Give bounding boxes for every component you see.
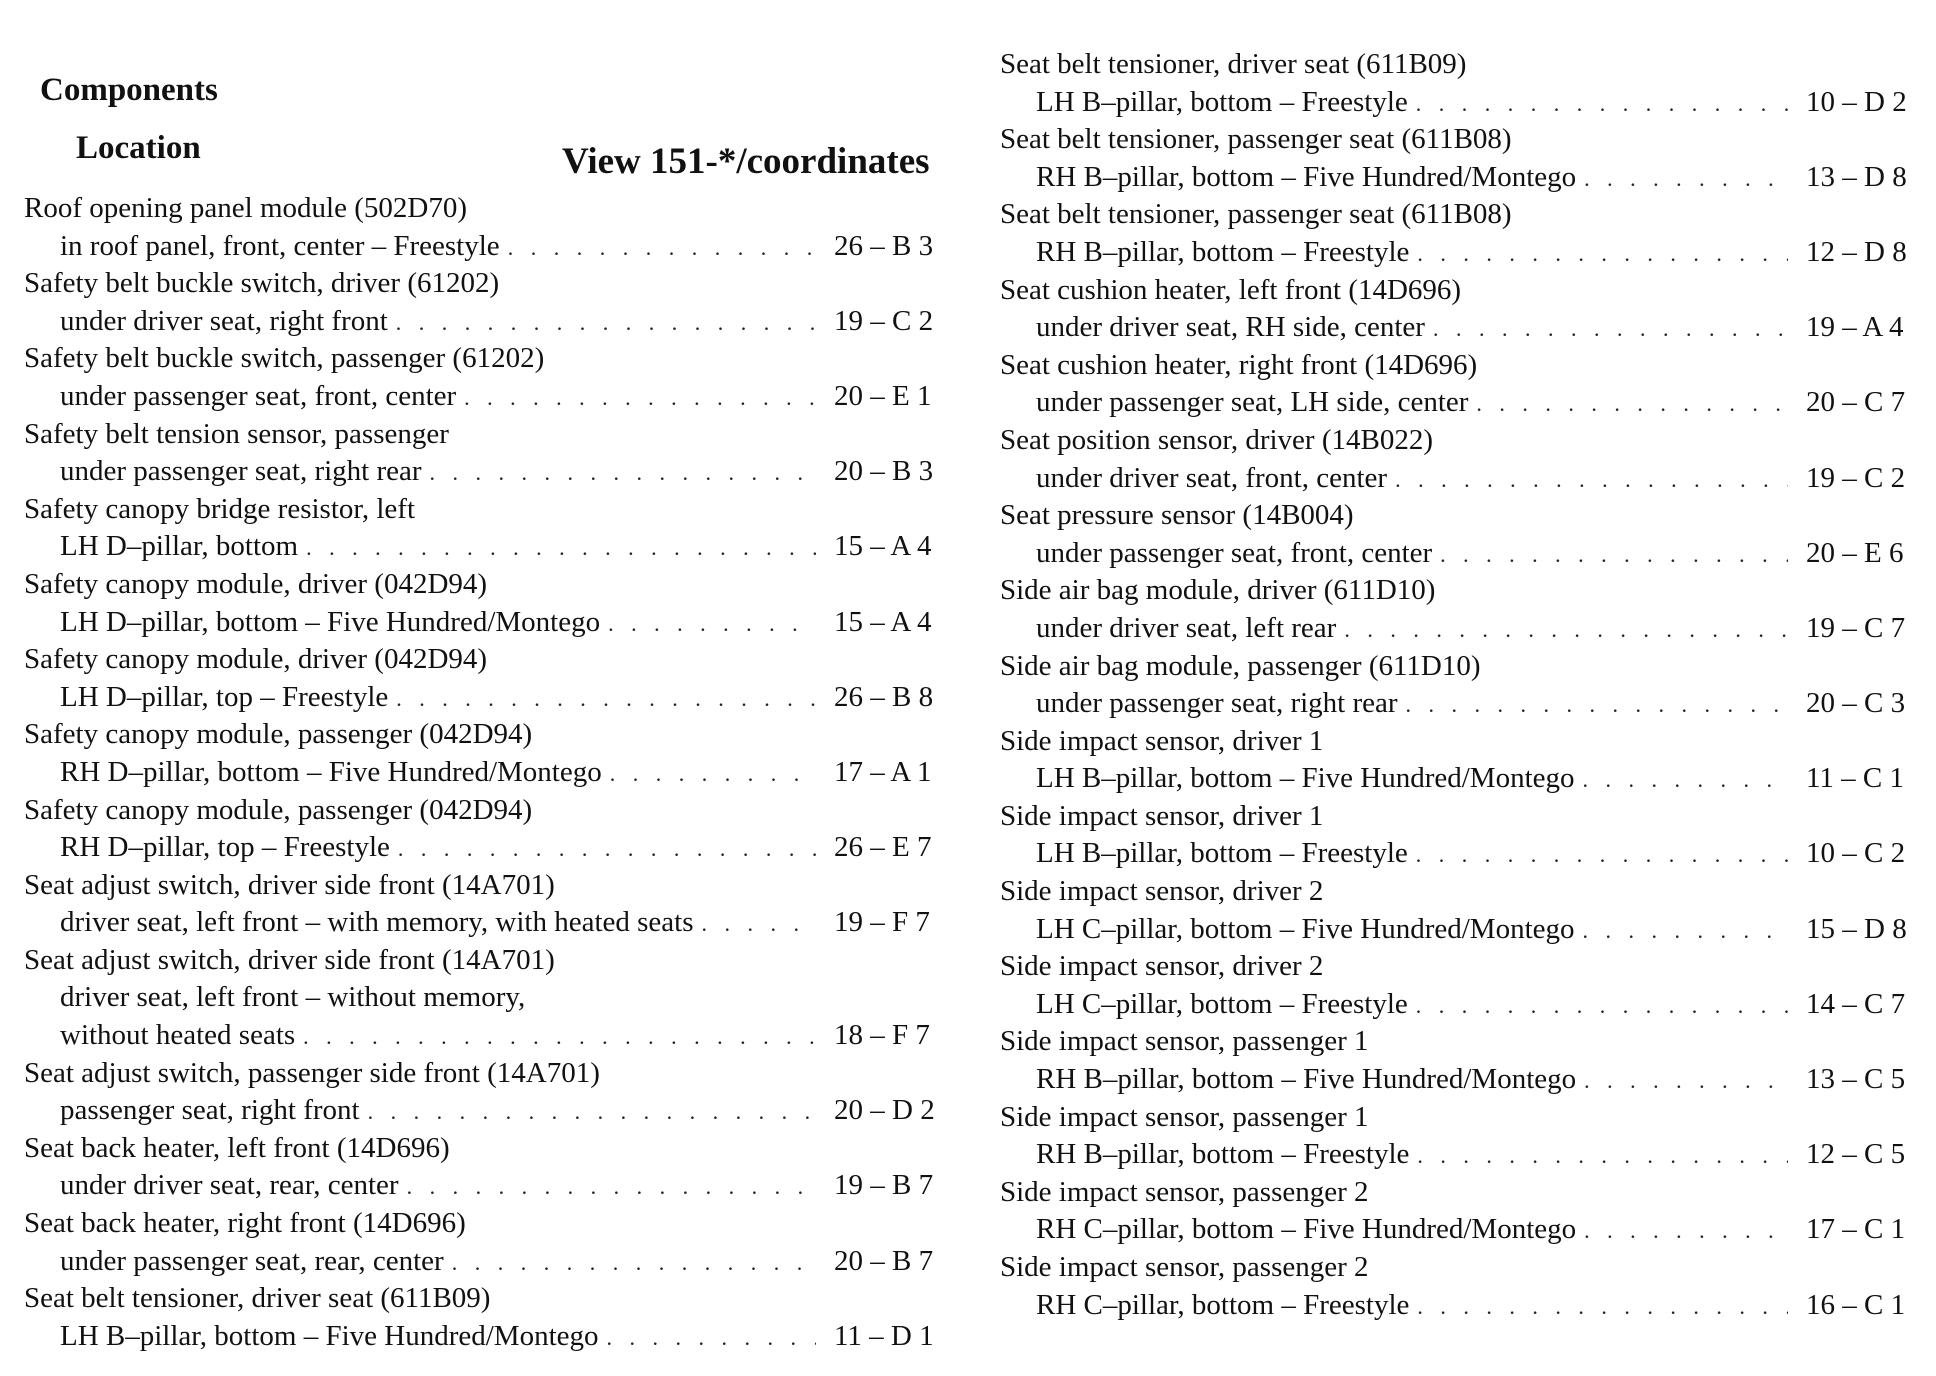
component-detail-row xyxy=(1000,685,1916,723)
component-name: Seat belt tensioner, driver seat (611B09) xyxy=(24,1282,491,1315)
component-detail-row xyxy=(1000,1211,1916,1249)
component-name: Seat adjust switch, passenger side front (14A701) xyxy=(24,1056,600,1089)
view-coordinate: 16 – C 1 xyxy=(1806,1288,1906,1321)
view-coordinate: 19 – C 2 xyxy=(1806,461,1906,494)
component-location: LH C–pillar, bottom – Five Hundred/Montego xyxy=(1036,912,1575,945)
component-name: Side impact sensor, passenger 1 xyxy=(1000,1025,1369,1058)
view-coordinate: 14 – C 7 xyxy=(1806,987,1906,1020)
dot-leader xyxy=(1395,461,1788,499)
component-entry xyxy=(1000,1174,1916,1249)
component-name: Safety belt tension sensor, passenger xyxy=(24,417,449,450)
component-entry xyxy=(1000,723,1916,798)
location-heading: Location xyxy=(76,130,201,166)
component-name: Side air bag module, passenger (611D10) xyxy=(1000,649,1481,682)
dot-leader xyxy=(430,454,816,492)
view-coordinate: 20 – B 7 xyxy=(834,1244,934,1277)
component-entry xyxy=(24,265,944,340)
component-name: Safety canopy module, driver (042D94) xyxy=(24,643,488,676)
component-entry xyxy=(1000,347,1916,422)
component-name: Seat pressure sensor (14B004) xyxy=(1000,499,1354,532)
component-location: without heated seats xyxy=(60,1019,296,1052)
component-location: RH D–pillar, top – Freestyle xyxy=(60,831,390,864)
component-location: RH B–pillar, bottom – Five Hundred/Montego xyxy=(1036,160,1577,193)
view-coordinate: 10 – D 2 xyxy=(1806,85,1907,118)
component-name: Safety canopy bridge resistor, left xyxy=(24,492,416,525)
dot-leader xyxy=(396,680,816,718)
components-heading: Components xyxy=(40,72,218,108)
component-name: Seat back heater, left front (14D696) xyxy=(24,1131,450,1164)
component-entry xyxy=(1000,196,1916,271)
component-location: in roof panel, front, center – Freestyle xyxy=(60,229,500,262)
view-coordinate: 10 – C 2 xyxy=(1806,837,1906,870)
component-entry xyxy=(1000,121,1916,196)
component-detail-row xyxy=(24,604,944,642)
view-coordinate: 20 – E 1 xyxy=(834,379,932,412)
component-entry xyxy=(1000,1023,1916,1098)
component-name: Seat belt tensioner, passenger seat (611B08) xyxy=(1000,198,1512,231)
component-name: Safety canopy module, driver (042D94) xyxy=(24,567,488,600)
component-detail-row xyxy=(1000,760,1916,798)
component-entry xyxy=(24,491,944,566)
component-name: Seat adjust switch, driver side front (14A701) xyxy=(24,868,555,901)
view-coordinate: 11 – D 1 xyxy=(834,1319,934,1352)
dot-leader xyxy=(452,1244,816,1282)
component-entry xyxy=(1000,873,1916,948)
dot-leader xyxy=(398,830,816,868)
component-detail-row xyxy=(1000,460,1916,498)
component-entry xyxy=(1000,1099,1916,1174)
dot-leader xyxy=(608,605,816,643)
component-entry xyxy=(24,641,944,716)
view-coordinate: 13 – C 5 xyxy=(1806,1063,1906,1096)
right-column xyxy=(1000,46,1916,1324)
view-coordinate: 19 – B 7 xyxy=(834,1169,934,1202)
component-name: Side air bag module, driver (611D10) xyxy=(1000,574,1436,607)
component-location: RH B–pillar, bottom – Freestyle xyxy=(1036,1138,1410,1171)
component-location: LH B–pillar, bottom – Freestyle xyxy=(1036,85,1408,118)
component-entry xyxy=(24,792,944,867)
component-name: Side impact sensor, passenger 1 xyxy=(1000,1100,1369,1133)
view-coordinates-heading: View 151-*/coordinates xyxy=(562,141,930,182)
component-location: LH D–pillar, bottom xyxy=(60,530,299,563)
component-detail-row xyxy=(1000,1136,1916,1174)
view-coordinate: 19 – A 4 xyxy=(1806,311,1904,344)
component-location: under driver seat, left rear xyxy=(1036,611,1337,644)
dot-leader xyxy=(1416,85,1788,123)
component-detail-row xyxy=(24,303,944,341)
dot-leader xyxy=(407,1168,816,1206)
component-location: RH B–pillar, bottom – Freestyle xyxy=(1036,235,1410,268)
dot-leader xyxy=(303,1018,816,1056)
component-name: Safety canopy module, passenger (042D94) xyxy=(24,793,533,826)
view-coordinate: 20 – D 2 xyxy=(834,1094,935,1127)
component-entry xyxy=(1000,497,1916,572)
component-detail-row xyxy=(24,1017,944,1055)
component-detail-row xyxy=(1000,309,1916,347)
component-entry xyxy=(1000,422,1916,497)
dot-leader xyxy=(1406,686,1788,724)
component-name: Side impact sensor, driver 2 xyxy=(1000,875,1324,908)
view-coordinate: 20 – C 3 xyxy=(1806,687,1906,720)
component-location: under passenger seat, front, center xyxy=(1036,536,1433,569)
view-coordinate: 15 – D 8 xyxy=(1806,912,1907,945)
component-name: Safety belt buckle switch, driver (61202) xyxy=(24,267,500,300)
view-coordinate: 20 – C 7 xyxy=(1806,386,1906,419)
component-location: LH C–pillar, bottom – Freestyle xyxy=(1036,987,1408,1020)
component-detail-row xyxy=(24,829,944,867)
component-detail-row xyxy=(24,1318,944,1356)
component-detail-row xyxy=(24,453,944,491)
component-entry xyxy=(24,190,944,265)
component-detail-row xyxy=(24,228,944,266)
view-coordinate: 20 – E 6 xyxy=(1806,536,1904,569)
view-coordinate: 17 – C 1 xyxy=(1806,1213,1906,1246)
component-location: under driver seat, RH side, center xyxy=(1036,311,1425,344)
view-coordinate: 17 – A 1 xyxy=(834,755,932,788)
component-location: RH B–pillar, bottom – Five Hundred/Montego xyxy=(1036,1063,1577,1096)
component-detail-row xyxy=(1000,84,1916,122)
component-name: Safety canopy module, passenger (042D94) xyxy=(24,718,533,751)
component-detail-row xyxy=(24,528,944,566)
view-coordinate: 19 – C 2 xyxy=(834,304,934,337)
dot-leader xyxy=(1476,385,1788,423)
component-detail-row xyxy=(24,1092,944,1130)
component-name: Seat belt tensioner, passenger seat (611B08) xyxy=(1000,123,1512,156)
component-entry xyxy=(24,340,944,415)
dot-leader xyxy=(368,1093,816,1131)
view-coordinate: 26 – B 8 xyxy=(834,680,934,713)
component-name: Safety belt buckle switch, passenger (61202) xyxy=(24,342,545,375)
component-detail-row xyxy=(1000,835,1916,873)
component-entry xyxy=(1000,46,1916,121)
dot-leader xyxy=(1583,912,1788,950)
dot-leader xyxy=(610,755,816,793)
component-entry xyxy=(24,566,944,641)
view-coordinate: 26 – E 7 xyxy=(834,831,932,864)
component-location: under passenger seat, right rear xyxy=(1036,687,1398,720)
view-coordinate: 13 – D 8 xyxy=(1806,160,1907,193)
component-detail-row xyxy=(24,1167,944,1205)
component-location: under passenger seat, right rear xyxy=(60,455,422,488)
component-name: Side impact sensor, passenger 2 xyxy=(1000,1251,1369,1283)
component-name: Seat position sensor, driver (14B022) xyxy=(1000,423,1433,456)
view-coordinate: 18 – F 7 xyxy=(834,1019,930,1052)
component-location-line: driver seat, left front – without memory, xyxy=(60,981,526,1014)
component-name: Seat cushion heater, right front (14D696) xyxy=(1000,348,1478,381)
component-name: Side impact sensor, passenger 2 xyxy=(1000,1175,1369,1208)
dot-leader xyxy=(1417,235,1788,273)
component-name: Seat back heater, right front (14D696) xyxy=(24,1207,466,1240)
view-coordinate: 19 – F 7 xyxy=(834,906,930,939)
component-location: driver seat, left front – with memory, with heated seats xyxy=(60,906,694,939)
dot-leader xyxy=(1416,836,1788,874)
component-detail-row xyxy=(24,904,944,942)
component-name: Side impact sensor, driver 1 xyxy=(1000,799,1324,832)
component-location: LH B–pillar, bottom – Five Hundred/Montego xyxy=(60,1319,599,1352)
dot-leader xyxy=(1584,1062,1788,1100)
component-location: RH D–pillar, bottom – Five Hundred/Montego xyxy=(60,755,602,788)
component-entry xyxy=(24,942,944,1055)
component-detail-row xyxy=(1000,1061,1916,1099)
component-detail-row xyxy=(1000,384,1916,422)
component-location: LH D–pillar, top – Freestyle xyxy=(60,680,389,713)
component-entry xyxy=(24,1205,944,1280)
dot-leader xyxy=(1440,536,1788,574)
dot-leader xyxy=(396,304,816,342)
dot-leader xyxy=(1583,761,1788,799)
dot-leader xyxy=(1584,1212,1788,1250)
component-entry xyxy=(1000,572,1916,647)
dot-leader xyxy=(1433,310,1788,348)
component-detail-row xyxy=(1000,535,1916,573)
component-location: LH B–pillar, bottom – Freestyle xyxy=(1036,837,1408,870)
view-coordinate: 12 – C 5 xyxy=(1806,1138,1906,1171)
component-detail-row xyxy=(1000,911,1916,949)
component-detail-row xyxy=(1000,234,1916,272)
component-name: Side impact sensor, driver 1 xyxy=(1000,724,1324,757)
view-coordinate: 11 – C 1 xyxy=(1806,762,1905,795)
component-name: Seat adjust switch, driver side front (14A701) xyxy=(24,943,555,976)
component-name: Roof opening panel module (502D70) xyxy=(24,192,467,224)
dot-leader xyxy=(1416,987,1788,1025)
component-detail-row xyxy=(24,1243,944,1281)
component-entry xyxy=(24,1055,944,1130)
dot-leader xyxy=(508,229,816,267)
view-coordinate: 26 – B 3 xyxy=(834,229,934,262)
component-detail-row xyxy=(24,378,944,416)
view-coordinate: 12 – D 8 xyxy=(1806,235,1907,268)
dot-leader xyxy=(702,905,816,943)
component-detail-row xyxy=(1000,986,1916,1024)
component-detail-row xyxy=(1000,159,1916,197)
component-name: Side impact sensor, driver 2 xyxy=(1000,950,1324,983)
dot-leader xyxy=(1344,611,1788,649)
dot-leader xyxy=(1584,160,1788,198)
component-location: passenger seat, right front xyxy=(60,1094,360,1127)
dot-leader xyxy=(1417,1137,1788,1175)
component-detail-row xyxy=(1000,1287,1916,1325)
dot-leader xyxy=(1417,1288,1788,1326)
component-location: LH D–pillar, bottom – Five Hundred/Montego xyxy=(60,605,601,638)
component-location: under passenger seat, LH side, center xyxy=(1036,386,1469,419)
component-detail-row xyxy=(24,679,944,717)
component-location: under passenger seat, rear, center xyxy=(60,1244,444,1277)
component-location: RH C–pillar, bottom – Five Hundred/Montego xyxy=(1036,1213,1577,1246)
view-coordinate: 19 – C 7 xyxy=(1806,611,1906,644)
component-entry xyxy=(24,416,944,491)
component-entry xyxy=(24,1280,944,1355)
view-coordinate: 20 – B 3 xyxy=(834,455,934,488)
component-location: under driver seat, right front xyxy=(60,304,388,337)
component-detail-row xyxy=(24,754,944,792)
component-entry xyxy=(24,867,944,942)
component-entry xyxy=(24,1130,944,1205)
component-entry xyxy=(1000,798,1916,873)
view-coordinate: 15 – A 4 xyxy=(834,605,932,638)
dot-leader xyxy=(464,379,816,417)
component-entry xyxy=(1000,648,1916,723)
component-entry xyxy=(1000,948,1916,1023)
component-name: Seat cushion heater, left front (14D696) xyxy=(1000,273,1462,306)
component-entry xyxy=(1000,1249,1916,1324)
component-entry xyxy=(1000,272,1916,347)
dot-leader xyxy=(607,1319,816,1357)
component-location: RH C–pillar, bottom – Freestyle xyxy=(1036,1288,1410,1321)
component-location: under passenger seat, front, center xyxy=(60,379,457,412)
component-location: LH B–pillar, bottom – Five Hundred/Montego xyxy=(1036,762,1575,795)
component-location: under driver seat, front, center xyxy=(1036,461,1388,494)
component-name: Seat belt tensioner, driver seat (611B09) xyxy=(1000,48,1467,80)
component-location: under driver seat, rear, center xyxy=(60,1169,399,1202)
left-column xyxy=(24,190,944,1355)
view-coordinate: 15 – A 4 xyxy=(834,530,932,563)
dot-leader xyxy=(306,529,816,567)
component-detail-row xyxy=(1000,610,1916,648)
component-entry xyxy=(24,716,944,791)
